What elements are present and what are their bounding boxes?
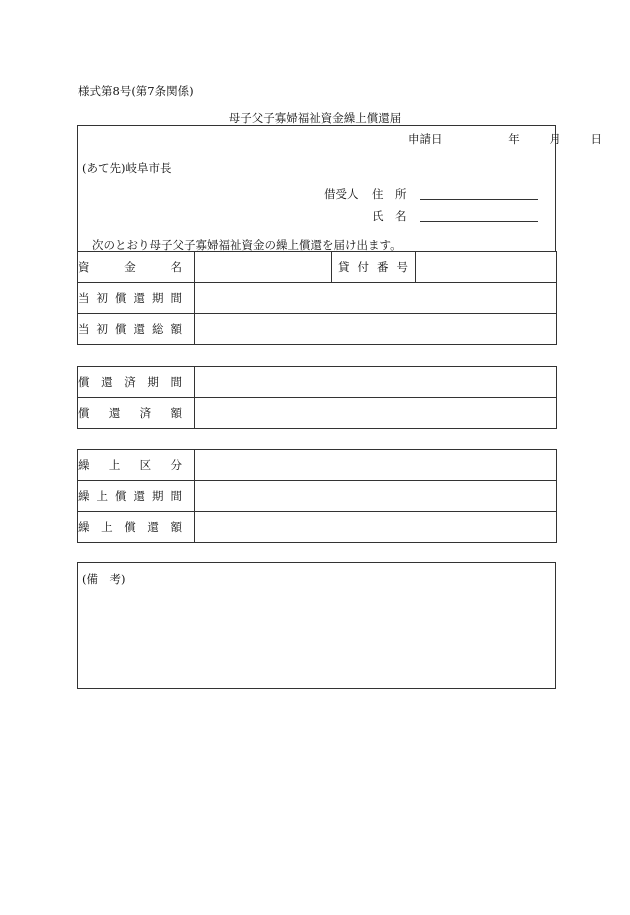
month-field[interactable]: 月 [549,132,561,146]
early-repayment-table [77,449,557,543]
document-title: 母子父子寡婦福祉資金繰上償還届 [228,111,402,125]
label-text: 償 還 済 額 [78,406,182,420]
form-number: 様式第8号(第7条関係) [78,84,194,98]
initial-period-field[interactable] [195,283,557,314]
address-label: 住 所 [372,187,407,201]
early-category-field[interactable] [195,450,557,481]
label-text: 貸 付 番 号 [338,260,408,274]
label-text: 当 初 償 還 総 額 [78,322,182,336]
loan-number-label [332,252,416,283]
label-text: 繰 上 償 還 額 [78,520,182,534]
repaid-period-field[interactable] [195,367,557,398]
repaid-amount-label [78,398,195,429]
label-text: 償 還 済 期 間 [78,375,182,389]
notice-text: 次のとおり母子父子寡婦福祉資金の繰上償還を届け出ます。 [92,238,402,252]
remarks-label: (備 考) [82,572,126,586]
application-date-line [408,131,602,147]
day-field[interactable]: 日 [590,132,602,146]
loan-info-table [77,251,557,345]
loan-number-field[interactable] [416,252,557,283]
repaid-period-label [78,367,195,398]
early-period-label [78,481,195,512]
label-text: 当 初 償 還 期 間 [78,291,182,305]
repaid-table [77,366,557,429]
name-input-line[interactable] [420,220,538,222]
borrower-role-label: 借受人 [324,187,359,201]
label-text: 資 金 名 [78,260,182,274]
label-text: 繰 上 区 分 [78,458,182,472]
application-date-label: 申請日 [408,132,443,146]
year-field[interactable]: 年 [508,132,520,146]
initial-total-field[interactable] [195,314,557,345]
repaid-amount-field[interactable] [195,398,557,429]
name-label: 氏 名 [372,209,407,223]
addressee: (あて先)岐阜市長 [82,161,172,175]
early-period-field[interactable] [195,481,557,512]
initial-period-label [78,283,195,314]
address-input-line[interactable] [420,198,538,200]
early-category-label [78,450,195,481]
label-text: 繰 上 償 還 期 間 [78,489,182,503]
initial-total-label [78,314,195,345]
early-amount-field[interactable] [195,512,557,543]
remarks-box[interactable] [77,562,556,689]
fund-name-label [78,252,195,283]
early-amount-label [78,512,195,543]
fund-name-field[interactable] [195,252,332,283]
